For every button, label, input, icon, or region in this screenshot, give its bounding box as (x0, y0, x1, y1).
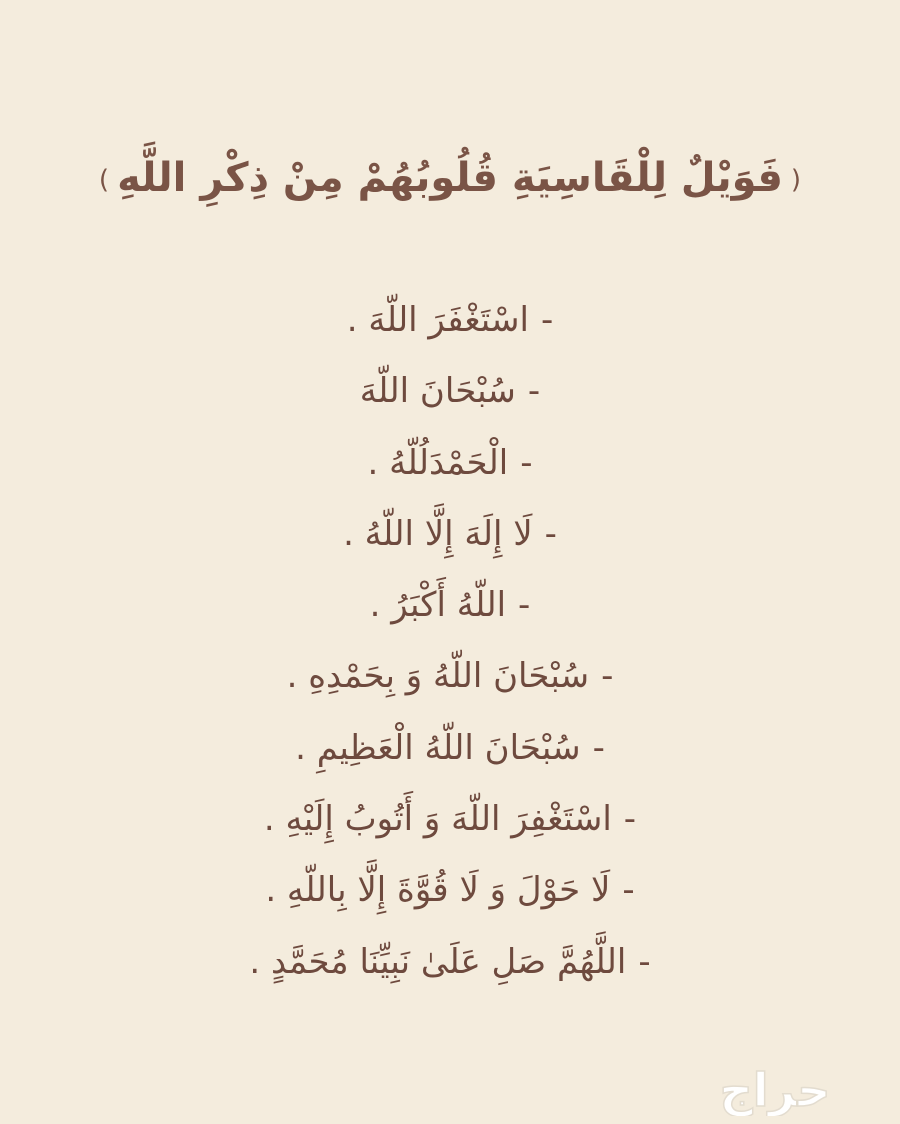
dhikr-text: لَا إِلَهَ إِلَّا اللّهُ . (343, 513, 533, 554)
title-close-paren: ) (98, 164, 110, 195)
dhikr-item (0, 641, 900, 712)
dash: - (622, 870, 635, 911)
page-title (91, 150, 809, 206)
dhikr-text: اللَّهُمَّ صَلِ عَلَىٰ نَبِيِّنَا مُحَمَّدٍ . (249, 941, 627, 982)
dash: - (518, 585, 531, 626)
dhikr-text: لَا حَوْلَ وَ لَا قُوَّةَ إِلَّا بِاللّهِ . (265, 870, 611, 911)
dhikr-text: سُبْحَانَ اللّهُ وَ بِحَمْدِهِ . (286, 656, 590, 697)
dhikr-item (0, 855, 900, 926)
title-container (0, 150, 900, 206)
dash: - (520, 442, 533, 483)
dash: - (592, 727, 605, 768)
dhikr-text: الْحَمْدَلُلّهُ . (367, 442, 509, 483)
dash: - (623, 799, 637, 840)
title-open-paren: ( (790, 164, 802, 195)
dhikr-item (0, 927, 900, 998)
dhikr-item (0, 713, 900, 784)
dhikr-item (0, 356, 900, 427)
dhikr-item (0, 285, 900, 356)
dhikr-text: اسْتَغْفِرَ اللّهَ وَ أَتُوبُ إِلَيْهِ . (263, 799, 612, 840)
watermark-text: حراج (719, 1066, 831, 1116)
dash: - (638, 941, 651, 982)
dhikr-item (0, 499, 900, 570)
title-text: فَوَيْلٌ لِلْقَاسِيَةِ قُلُوبُهُمْ مِنْ ذِكْرِ اللَّهِ (117, 155, 783, 201)
dhikr-text: اللّهُ أَكْبَرُ . (369, 585, 507, 626)
dhikr-text: سُبْحَانَ اللّهَ (359, 371, 516, 412)
dash: - (601, 656, 614, 697)
dhikr-item (0, 570, 900, 641)
dhikr-text: اسْتَغْفَرَ اللّهَ . (346, 300, 529, 340)
watermark-logo (660, 1066, 890, 1116)
dash: - (527, 371, 541, 412)
dash: - (541, 300, 554, 340)
dhikr-list (0, 285, 900, 998)
dhikr-text: سُبْحَانَ اللّهُ الْعَظِيمِ . (295, 727, 581, 768)
dhikr-item (0, 784, 900, 855)
dash: - (544, 513, 557, 554)
dhikr-item (0, 428, 900, 499)
